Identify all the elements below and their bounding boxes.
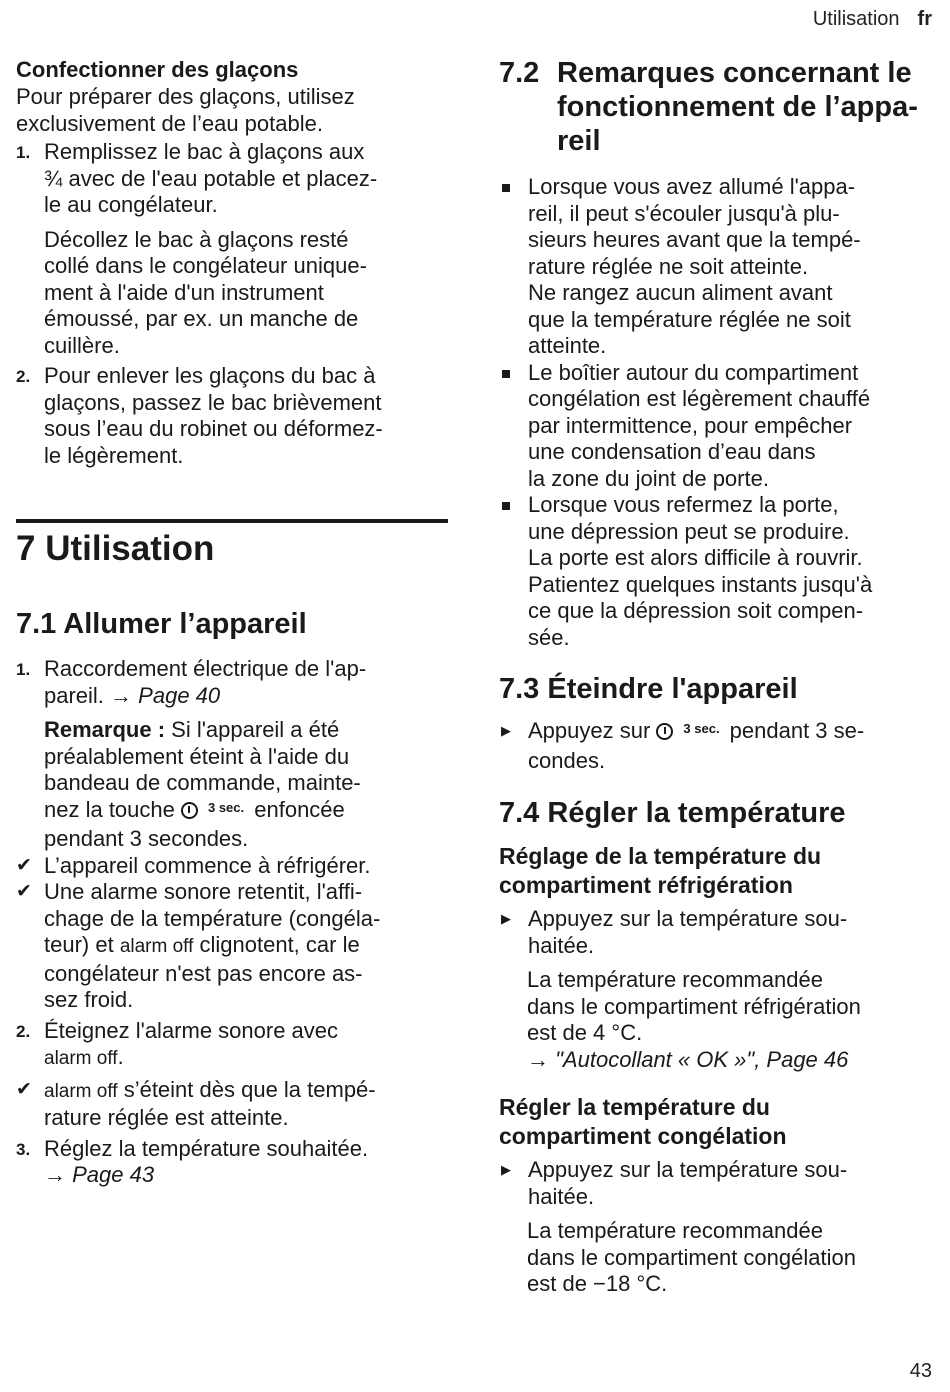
text-line: haitée. <box>528 932 595 958</box>
step-number: 3. <box>16 1139 31 1159</box>
text-line: sée. <box>528 624 570 650</box>
three-sec-label: 3 sec. <box>683 721 720 736</box>
text-line <box>44 683 448 710</box>
text-line: ment à l'aide d'un instrument <box>44 279 324 305</box>
text-line: congélation est légèrement chauffé <box>528 386 871 411</box>
bullet-square-icon <box>502 502 510 510</box>
text-line: congélateur n'est pas encore as- <box>44 960 363 986</box>
text-line <box>44 932 448 961</box>
text-line: Lorsque vous refermez la porte, <box>528 492 839 517</box>
right-column <box>499 56 935 1298</box>
title-line: Remarques concernant le <box>557 57 912 89</box>
page-number: 43 <box>909 1360 932 1382</box>
text-span: . <box>117 1044 124 1069</box>
triangle-bullet-icon: ▶ <box>501 1162 511 1177</box>
ice-step-2 <box>16 363 448 469</box>
text-line: collé dans le congélateur unique- <box>44 253 367 278</box>
text-line: La température recommandée <box>527 1218 823 1243</box>
section-7-4-title: 7.4 Régler la température <box>499 797 846 829</box>
arrow-right-icon: → <box>110 682 133 708</box>
header-section: Utilisation <box>812 8 900 30</box>
text-line: Éteignez l'alarme sonore avec <box>44 1017 339 1043</box>
text-span: clignotent, car le <box>193 932 360 957</box>
text-line: Réglage de la température du <box>499 843 822 869</box>
text-line: La porte est alors difficile à rouvrir. <box>528 545 863 570</box>
s71-step-2 <box>16 1018 448 1073</box>
text-line: exclusivement de l’eau potable. <box>16 110 323 136</box>
text-line: reil, il peut s'écouler jusqu'à plu- <box>528 200 840 226</box>
checkmark-icon: ✔ <box>16 881 32 902</box>
text-line: une dépression peut se produire. <box>528 518 850 544</box>
arrow-right-icon: → <box>527 1046 549 1072</box>
chapter-title: 7 Utilisation <box>16 529 215 568</box>
freezer-note <box>499 1218 935 1298</box>
text-line <box>44 717 448 744</box>
text-line: Pour enlever les glaçons du bac à <box>44 363 376 388</box>
fridge-subheading <box>499 842 935 900</box>
ice-step-1 <box>16 139 448 219</box>
text-line: Lorsque vous avez allumé l'appa- <box>528 174 856 199</box>
section-7-1-title: 7.1 Allumer l’appareil <box>16 608 307 640</box>
text-line: rature réglée est atteinte. <box>44 1105 289 1130</box>
ice-step-1-note <box>16 227 448 360</box>
page-link[interactable]: Page 40 <box>138 682 221 708</box>
section-7-2-title <box>499 56 935 158</box>
step-number: 1. <box>16 660 31 679</box>
text-span: pendant 3 se- <box>723 718 865 743</box>
text-line: bandeau de commande, mainte- <box>44 770 361 795</box>
text-span: Si l'appareil a été <box>165 717 340 742</box>
chapter-rule <box>16 519 448 523</box>
text-line: le au congélateur. <box>44 192 218 217</box>
text-line: est de −18 °C. <box>527 1271 668 1296</box>
result-check-1 <box>16 853 448 880</box>
text-line: émoussé, par ex. un manche de <box>44 306 359 331</box>
title-line: reil <box>557 125 601 157</box>
freezer-subheading <box>499 1093 935 1151</box>
text-line: sieurs heures avant que la tempé- <box>528 227 861 252</box>
power-button-icon <box>656 723 673 740</box>
page-link[interactable]: "Autocollant « OK »", Page 46 <box>555 1046 849 1072</box>
result-check-3 <box>16 1077 448 1132</box>
text-line: ce que la dépression soit compen- <box>528 598 864 623</box>
freezer-step <box>499 1157 935 1210</box>
text-line: dans le compartiment congélation <box>527 1244 856 1270</box>
triangle-bullet-icon: ▶ <box>501 911 511 926</box>
s71-step-1 <box>16 656 448 709</box>
text-line: une condensation d’eau dans <box>528 439 816 464</box>
text-line <box>528 718 935 748</box>
triangle-bullet-icon: ▶ <box>501 723 511 738</box>
text-span: s’éteint dès que la tempé- <box>117 1076 376 1102</box>
text-line: atteinte. <box>528 333 607 358</box>
text-line: Réglez la température souhaitée. <box>44 1135 369 1161</box>
text-line <box>44 1044 448 1073</box>
bullet-square-icon <box>502 184 510 192</box>
text-line <box>527 1047 935 1074</box>
alarm-off-label: alarm off <box>44 1080 118 1102</box>
text-line: la zone du joint de porte. <box>528 465 769 491</box>
text-line: ¾ avec de l'eau potable et placez- <box>44 165 378 191</box>
text-line: rature réglée ne soit atteinte. <box>528 253 809 279</box>
text-line: Ne rangez aucun aliment avant <box>528 280 833 305</box>
text-line: le légèrement. <box>44 442 184 468</box>
text-line: condes. <box>528 747 606 773</box>
text-line: préalablement éteint à l'aide du <box>44 743 350 769</box>
text-line <box>44 797 448 827</box>
section-7-3-title: 7.3 Éteindre l'appareil <box>499 673 798 705</box>
text-span: pareil. <box>44 682 104 708</box>
s71-step-3 <box>16 1136 448 1189</box>
text-line: pendant 3 secondes. <box>44 826 249 851</box>
text-line: La température recommandée <box>527 967 823 992</box>
alarm-off-label: alarm off <box>44 1048 118 1069</box>
text-line: Une alarme sonore retentit, l'affi- <box>44 879 363 904</box>
text-line: Pour préparer des glaçons, utilisez <box>16 84 355 109</box>
text-line: Patientez quelques instants jusqu'à <box>528 571 873 597</box>
text-line: sez froid. <box>44 987 134 1012</box>
note-bullet-2 <box>499 360 935 493</box>
section-number: 7.2 <box>499 57 540 89</box>
text-line: haitée. <box>528 1183 595 1209</box>
text-line <box>44 1162 448 1189</box>
text-line: dans le compartiment réfrigération <box>527 993 861 1019</box>
text-line: par intermittence, pour empêcher <box>528 412 853 438</box>
remark-note <box>16 717 448 853</box>
step-number: 1. <box>16 143 31 162</box>
fridge-step <box>499 906 935 959</box>
text-line: sous l’eau du robinet ou déformez- <box>44 416 383 441</box>
page-link[interactable]: Page 43 <box>72 1162 155 1187</box>
alarm-off-label: alarm off <box>119 936 194 957</box>
text-span: Appuyez sur <box>528 718 657 743</box>
note-bullet-3 <box>499 492 935 651</box>
checkmark-icon: ✔ <box>16 854 32 876</box>
text-line: glaçons, passez le bac brièvement <box>44 389 382 415</box>
text-span: nez la touche <box>44 796 181 822</box>
running-header <box>813 8 932 31</box>
text-line: compartiment congélation <box>499 1123 787 1149</box>
fridge-note <box>499 967 935 1073</box>
text-line: Décollez le bac à glaçons resté <box>44 226 349 252</box>
left-column <box>16 56 448 1189</box>
s73-step <box>499 718 935 774</box>
text-line: Le boîtier autour du compartiment <box>528 359 859 385</box>
text-line: Remplissez le bac à glaçons aux <box>44 139 365 164</box>
text-line: que la température réglée ne soit <box>528 306 851 332</box>
text-line: compartiment réfrigération <box>499 872 793 898</box>
text-line: chage de la température (congéla- <box>44 905 381 931</box>
text-line: Appuyez sur la température sou- <box>528 906 848 931</box>
text-line: cuillère. <box>44 332 120 358</box>
power-button-icon <box>181 802 198 819</box>
header-language: fr <box>917 8 932 30</box>
text-line: Régler la température du <box>499 1094 770 1120</box>
step-number: 2. <box>16 367 31 386</box>
title-line: fonctionnement de l’appa- <box>557 91 918 123</box>
text-span: enfoncée <box>248 796 345 822</box>
arrow-right-icon: → <box>44 1162 66 1187</box>
three-sec-label: 3 sec. <box>207 799 245 815</box>
ice-title: Confectionner des glaçons <box>16 57 299 82</box>
step-number: 2. <box>16 1021 31 1041</box>
text-line <box>44 1077 448 1106</box>
text-line: Appuyez sur la température sou- <box>528 1157 848 1182</box>
remark-label: Remarque : <box>44 717 166 742</box>
note-bullet-1 <box>499 174 935 360</box>
text-line: L’appareil commence à réfrigérer. <box>44 852 371 878</box>
result-check-2 <box>16 879 448 1014</box>
text-span: teur) et <box>44 932 120 957</box>
bullet-square-icon <box>502 370 510 378</box>
checkmark-icon: ✔ <box>16 1078 32 1100</box>
text-line: est de 4 °C. <box>527 1020 643 1045</box>
ice-intro <box>16 84 448 137</box>
text-line: Raccordement électrique de l'ap- <box>44 656 367 681</box>
